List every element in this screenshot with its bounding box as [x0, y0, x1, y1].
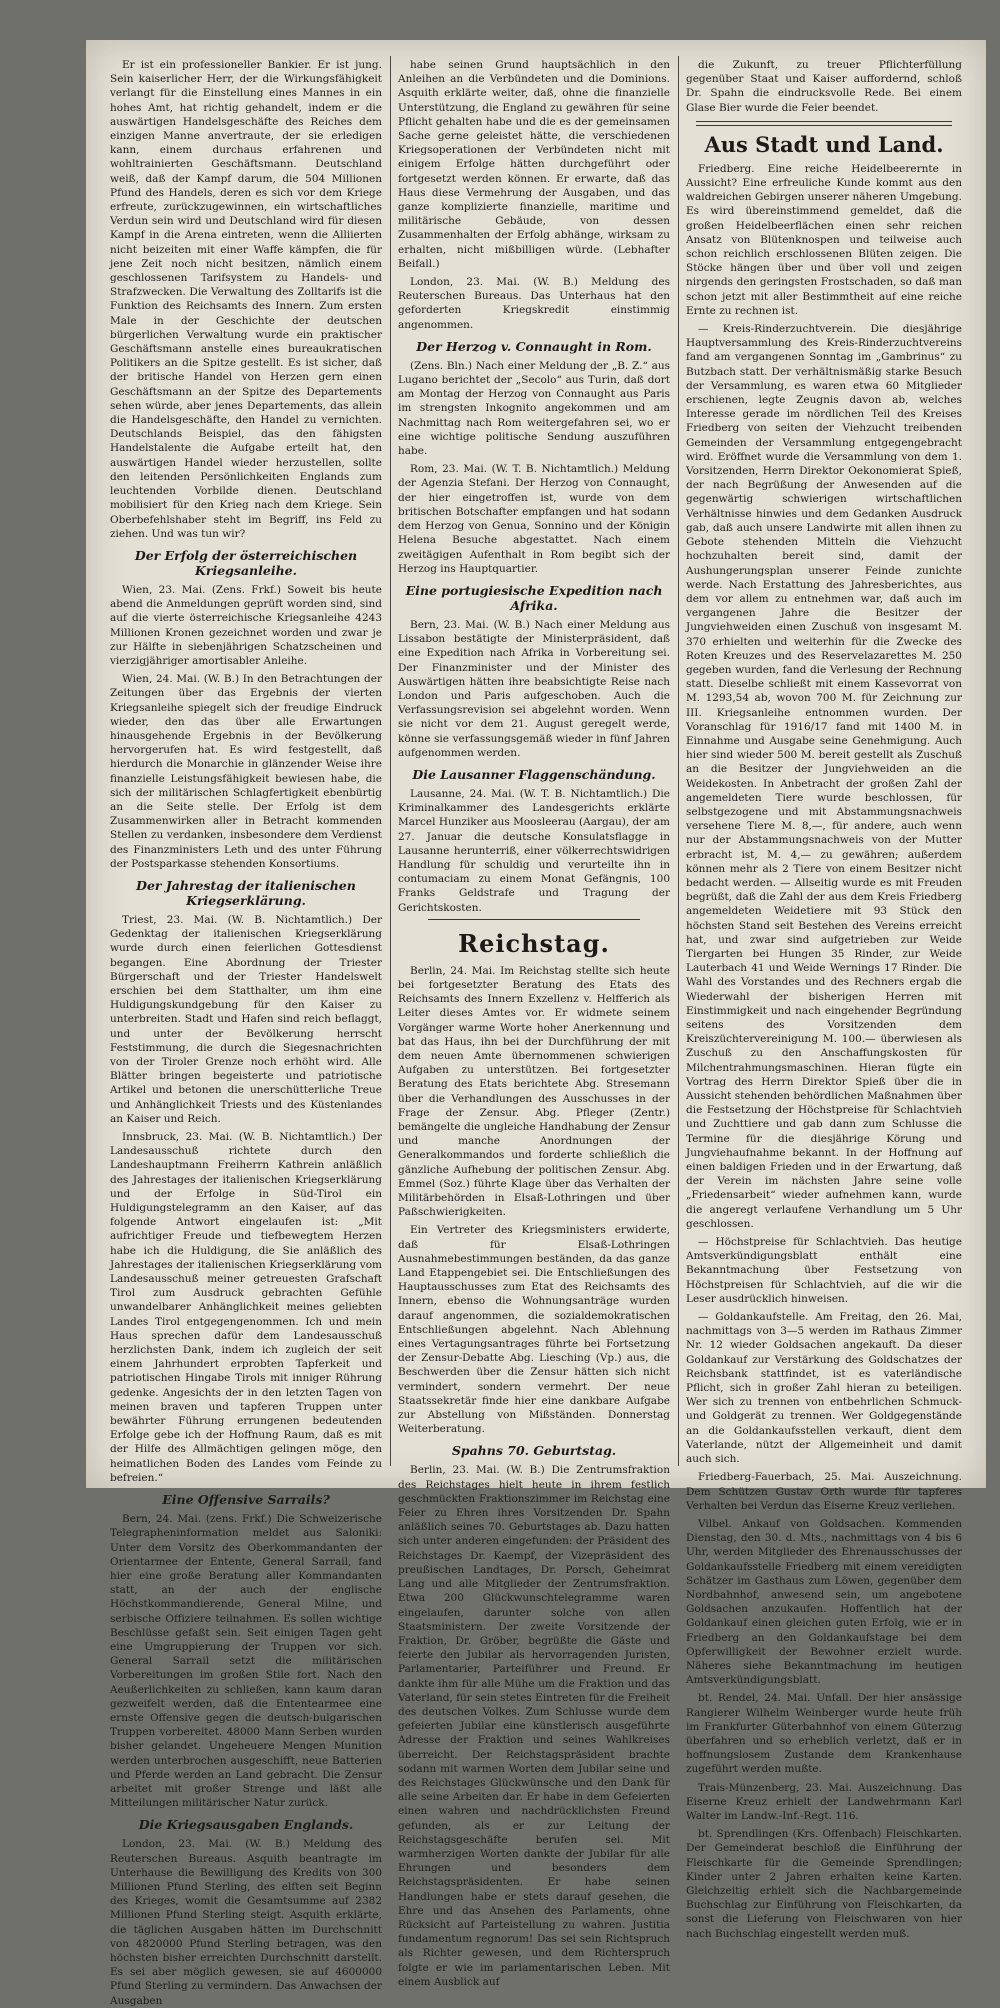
headline-lausanne: Die Lausanner Flaggenschändung. — [412, 766, 656, 782]
article-text: Bern, 23. Mai. (W. B.) Nach einer Meldung aus Lissabon bestätigte der Ministerpräsident, daß eine Expedition nach Afrika in Vorbereitung sei. Der Finanzminister und der Minister des Auswärtigen hätten ihre beabsichtigte Reise nach London und Paris aufgeschoben. Auch die Verfassungsrevision sei abgelehnt worden. Wenn sie nicht vor dem 21. August geregelt werde, könne sie verfassungsgemäß wieder in fünf Jahren aufgenommen werden. — [398, 618, 670, 759]
headline-kriegsausgaben: Die Kriegsausgaben Englands. — [138, 1817, 354, 1833]
column-left — [110, 58, 382, 2007]
column-rule — [678, 56, 679, 1466]
divider — [696, 121, 952, 126]
article-text: — Höchstpreise für Schlachtvieh. Das heutige Amtsverkündigungsblatt enthält eine Bekanntmachung über Festsetzung von Höchstpreisen für Schlachtvieh, auf die wir die Leser ausdrücklich hinweisen. — [686, 1236, 962, 1305]
article-text: Vilbel. Ankauf von Goldsachen. Kommenden Dienstag, den 30. d. Mts., nachmittags von 4 bis 6 Uhr, werden Mitglieder des Ehrenausschusses der Goldankaufsstelle Friedberg mit einem vereidigten Schätzer im Gasthaus zum Löwen, gegenüber dem Nordbahnhof, anwesend sein, um angebotene Goldsachen anzukaufen. Hoffentlich hat der Goldankauf einen gleichen guten Erfolg, wie er in Friedberg an den Goldankaufstage bei dem Opferwilligkeit der Bewohner erzielt wurde. Näheres siehe Bekanntmachung im heutigen Amtsverkündigungsblatt. — [686, 1517, 962, 1687]
article-text: bt. Sprendlingen (Krs. Offenbach) Fleischkarten. Der Gemeinderat beschloß die Einführung der Fleischkarte für die Gemeinde Sprendlingen; Kinder unter 2 Jahren erhalten keine Karten. Gleichzeitig erhielt sich die Nachbargemeinde Buchschlag zur Einführung von Fleischkarten, da sonst die Lieferung von Fleischwaren von hier nach Buchschlag eingestellt werden muß. — [686, 1828, 962, 1940]
article-text: Wien, 24. Mai. (W. B.) In den Betrachtungen der Zeitungen über das Ergebnis der vierten Kriegsanleihe spiegelt sich der freudige Eindruck wieder, den das über alle Erwartungen hinausgehende Ergebnis in der Bevölkerung hervorgerufen hat. Es wird festgestellt, daß hierdurch die Monarchie in glänzender Weise ihre finanzielle Leistungsfähigkeit bewiesen habe, die sich der militärischen Schlagfertigkeit ebenbürtig an die Seite stelle. Der Erfolg ist dem Zusammenwirken aller in Betracht kommenden Stellen zu verdanken, insbesondere dem Verdienst des Finanzministers Leth und des unter Führung der Postsparkasse stehenden Konsortiums. — [110, 673, 382, 870]
column-rule — [390, 56, 391, 1466]
headline-connaught: Der Herzog v. Connaught in Rom. — [416, 338, 652, 354]
article-text: Berlin, 23. Mai. (W. B.) Die Zentrumsfraktion des Reichstages hielt heute in ihrem festlich geschmückten Fraktionszimmer im Reichstag eine Feier zu Ehren ihres Vorsitzenden Dr. Spahn anläßlich seines 70. Geburtstages ab. Dazu hatten sich unter anderen eingefunden: der Präsident des Reichstages Dr. Kaempf, der Vizepräsident des preußischen Landtages, Dr. Porsch, Geheimrat Lang und alle Mitglieder der Zentrumsfraktion. Etwa 200 Glückwunschtelegramme waren eingelaufen, darunter solche von allen Staatsministern. Der zweite Vorsitzende der Fraktion, Dr. Gröber, begrüßte die Gäste und feierte den Jubilar als hervorragenden Juristen, Parlamentarier, Parteiführer und Freund. Er dankte ihm für alle Mühe um die Fraktion und das Vaterland, für sein stetes Eintreten für die Freiheit des deutschen Volkes. Zum Schlusse wurde dem gefeierten Jubilar eine künstlerisch ausgeführte Adresse der Fraktion und seines Wahlkreises überreicht. Der Reichstagspräsident brachte sodann mit warmen Worten dem Jubilar seine und des Reichstages Glückwünsche und den Dank für alle seine Arbeiten dar. Er habe in dem Gefeierten einen wahren und nachdrücklichsten Freund gefunden, als er zur Leitung der Reichstagsgeschäfte berufen sei. Mit warmherzigen Worten dankte der Jubilar für alle Ehrungen und besonders dem Reichstagspräsidenten. Er habe seinen Handlungen habe er stets darauf gesehen, die Ehre und das Ansehen des Parlaments, ohne Rücksicht auf Parteistellung zu wahren. Justitia fundamentum regnorum! Das sei sein Richtspruch als Richter gewesen, und dem Richterspruch folgte er wie im parlamentarischen Leben. Mit einem Ausblick auf — [398, 1464, 670, 1988]
article-text: Friedberg. Eine reiche Heidelbeerernte in Aussicht? Eine erfreuliche Kunde kommt aus den waldreichen Gebirgen unserer näheren Umgebung. Es wird übereinstimmend gemeldet, daß die großen Heidelbeerflächen einen sehr reichen Ansatz von Blütenknospen und teilweise auch schon reichlich erschlossenen Blüten zeigen. Die Stöcke hängen über und über voll und zeigen nirgends den geringsten Frostschaden, so daß man schon jetzt mit aller Bestimmtheit auf eine reiche Ernte zu rechnen ist. — [686, 162, 962, 317]
headline-kriegsanleihe: Der Erfolg der österreichischen Kriegsanleihe. — [134, 547, 358, 578]
article-text: Trais-Münzenberg, 23. Mai. Auszeichnung. Das Eiserne Kreuz erhielt der Landwehrmann Karl Walter im Landw.-Inf.-Regt. 116. — [686, 1781, 962, 1822]
article-text: Rom, 23. Mai. (W. T. B. Nichtamtlich.) Meldung der Agenzia Stefani. Der Herzog von Connaught, der hier eingetroffen ist, wurde von dem britischen Botschafter empfangen und hat sodann dem Herzog von Genua, Sonnino und der Königin Helena Besuche abgestattet. Nach einem zweitägigen Aufenthalt in Rom begibt sich der Herzog ins Hauptquartier. — [398, 463, 670, 575]
article-text: Triest, 23. Mai. (W. B. Nichtamtlich.) Der Gedenktag der italienischen Kriegserklärung wurde durch einen feierlichen Gottesdienst begangen. Eine Abordnung der Triester Bürgerschaft und der Triester Handelswelt erschien bei dem Statthalter, um ihm eine Huldigungskundgebung für den Kaiser zu unterbreiten. Stadt und Hafen sind reich beflaggt, und unter der Bevölkerung herrscht Feststimmung, die durch die Siegesnachrichten von der Tiroler Grenze noch erhöht wird. Alle Blätter bringen begeisterte und patriotische Artikel und betonen die unerschütterliche Treue und Anhänglichkeit Triests und des Küstenlandes an Kaiser und Reich. — [110, 913, 382, 1125]
article-text: Bern, 24. Mai. (zens. Frkf.) Die Schweizerische Telegrapheninformation meldet aus Saloniki: Unter dem Vorsitz des Oberkommandanten der Orientarmee der Entente, General Sarrail, fand hier eine große Beratung aller Kommandanten statt, an der auch der englische Höchstkommandierende, General Milne, und serbische Offiziere teilnahmen. Es sollen wichtige Beschlüsse gefaßt sein. Seit einigen Tagen geht eine Umgruppierung der Truppen vor sich. General Sarrail setzt die militärischen Vorbereitungen im großen Stile fort. Nach den Aeußerlichkeiten zu schließen, kann kaum daran gezweifelt werden, daß die Ententearmee eine ernste Offensive gegen die deutsch-bulgarischen Truppen vorbereitet. 48000 Mann Serben wurden bisher gelandet. Ungeheuere Mengen Munition werden unterbrochen ausgeschifft, neue Batterien und Pferde werden an Land gebracht. Die Zensur arbeitet mit großer Strenge und läßt alle Mitteilungen militärischer Natur zurück. — [110, 1513, 382, 1810]
column-middle — [398, 58, 671, 1988]
article-text: London, 23. Mai. (W. B.) Meldung des Reuterschen Bureaus. Asquith beantragte im Unterhause die Bewilligung des Kredits von 300 Millionen Pfund Sterling, des elften seit Beginn des Krieges, womit die Gesamtsumme auf 2382 Millionen Pfund Sterling steigt. Asquith erklärte, die täglichen Ausgaben hätten im Durchschnitt von 4820000 Pfund Sterling betragen, was den höchsten bisher erreichten Durchschnitt darstellt. Es sei aber möglich gewesen, sie auf 4600000 Pfund Sterling zu vermindern. Das Anwachsen der Ausgaben — [110, 1838, 382, 2007]
section-title-stadt-und-land: Aus Stadt und Land. — [704, 131, 944, 157]
article-text: London, 23. Mai. (W. B.) Meldung des Reuterschen Bureaus. Das Unterhaus hat den geforderten Kriegskredit einstimmig angenommen. — [398, 276, 670, 331]
headline-sarrail: Eine Offensive Sarrails? — [162, 1492, 330, 1508]
article-text: Wien, 23. Mai. (Zens. Frkf.) Soweit bis heute abend die Anmeldungen geprüft worden sind, sind auf die vierte österreichische Kriegsanleihe 4243 Millionen Kronen gezeichnet worden und zwar je zur Hälfte in siebenjährigen Schatzscheinen und vierzigjähriger amortisabler Anleihe. — [110, 583, 382, 667]
newspaper-page — [86, 40, 986, 2007]
headline-reichstag: Reichstag. — [458, 928, 610, 958]
article-text: Er ist ein professioneller Bankier. Er ist jung. Sein kaiserlicher Herr, der die Wirkungsfähigkeit verlangt für die Einstellung eines Mannes in ein hohes Amt, hat richtig gehandelt, indem er die auswärtigen Handelsgeschäfte des Reiches dem einzigen Manne anvertraute, der sie erledigen kann, einem durchaus erfahrenen und wohltrainierten Geschäftsmann. Deutschland weiß, daß der Kampf darum, die 504 Millionen Pfund des Handels, deren es sich vor dem Kriege erfreute, zurückzugewinnen, ein wirtschaftliches Verdun sein wird und Deutschland wird für diesen Kampf in die Arena eintreten, wenn die Alliierten nicht beizeiten mit einer Waffe kämpfen, die für jene Zeit noch nicht besitzen, nämlich einem geschlossenen Tarifsystem zu Handels- und Strafzwecken. Die Verwaltung des Zolltarifs ist die Funktion des Reichsamts des Innern. Zum ersten Male in der Geschichte der deutschen bürgerlichen Verwaltung wurde ein praktischer Geschäftsmann anstelle eines bureaukratischen Politikers an die Spitze gestellt. Es ist sicher, daß der britische Handel von Herzen gern einen Geschäftsmann an der Spitze des Departements sehen würde, aber jenes Departements, das allein die Handelsgeschäfte, den Handel zu vernichten. Deutschlands Beispiel, das den fähigsten Handelstalente die Aufgabe erteilt hat, den auswärtigen Handel wieder herzustellen, sollte den leitenden Persönlichkeiten Englands zum leuchtenden Vorbilde dienen. Deutschland mobilisiert für den Krieg nach dem Kriege. Sein Oberbefehlshaber steht im Begriff, ins Feld zu ziehen. Und was tun wir? — [110, 59, 382, 540]
headline-portugal: Eine portugiesische Expedition nach Afrika. — [405, 582, 663, 613]
article-text: (Zens. Bln.) Nach einer Meldung der „B. Z.“ aus Lugano berichtet der „Secolo“ aus Turin, daß dort am Montag der Herzog von Connaught aus Paris im strengsten Inkognito angekommen und am Nachmittag nach Rom weitergefahren sei, wo er eine wichtige politische Sendung auszuführen habe. — [398, 359, 670, 458]
article-text: Lausanne, 24. Mai. (W. T. B. Nichtamtlich.) Die Kriminalkammer des Landesgerichts erklärte Marcel Hunziker aus Moosleerau (Aargau), der am 27. Januar die deutsche Konsulatsflagge in Lausanne herunterriß, einer völkerrechtswidrigen Handlung für schuldig und verurteilte ihn in contumaciam zu einem Monat Gefängnis, 100 Franks Geldstrafe und Tragung der Gerichtskosten. — [398, 787, 671, 914]
article-text: bt. Rendel, 24. Mai. Unfall. Der hier ansässige Rangierer Wilhelm Weinberger wurde heute früh im Frankfurter Güterbahnhof von einem Güterzug überfahren und so erheblich verletzt, daß er in hoffnungslosem Zustande dem Krankenhause zugeführt werden mußte. — [686, 1692, 962, 1776]
article-text: — Kreis-Rinderzuchtverein. Die diesjährige Hauptversammlung des Kreis-Rinderzuchtvereins fand am vergangenen Sonntag im „Gambrinus“ zu Butzbach statt. Der verhältnismäßig starke Besuch der Versammlung, es waren etwa 60 Mitglieder erschienen, legte Zeugnis davon ab, welches Interesse gerade im nördlichen Teil des Kreises Friedberg von seiten der Viehzucht treibenden Gemeinden der Versammlung entgegengebracht wird. Eröffnet wurde die Versammlung von dem 1. Vorsitzenden, Herrn Direktor Oekonomierat Spieß, der nach Begrüßung der Anwesenden auf die gegenwärtig schwierigen wirtschaftlichen Verhältnisse hinwies und dem Gedanken Ausdruck gab, daß auch unsere Landwirte mit allen ihnen zu Gebote stehenden Mitteln die Viehzucht hochzuhalten bereit sind, damit der Aushungerungsplan unserer Feinde zunichte werde. Nach Erstattung des Jahresberichtes, aus dem vor allem zu entnehmen war, daß auch im vergangenen Jahre die Besitzer der Jungviehweiden einen Zuschuß von insgesamt M. 370 erhielten und weiterhin für die Zwecke des Roten Kreuzes und des Reservelazarettes M. 250 gegeben wurden, fand die Verlesung der Rechnung statt. Dieselbe schließt mit einem Kassevorrat von M. 1293,54 ab, wovon 700 M. für Zeichnung zur III. Kriegsanleihe entnommen wurden. Der Voranschlag für 1916/17 fand mit 1400 M. in Einnahme und Ausgabe seine Genehmigung. Auch hier sind wieder 500 M. bereit gestellt als Zuschuß an die Besitzer der Jungviehweiden an die Weidekosten. In Anbetracht der großen Zahl der angemeldeten Tiere wurde beschlossen, für selbstgezogene und mit Abstammungsnachweis versehene Tiere M. 8,—, für andere, auch wenn nur der Abstammungsnachweis von der Mutter erbracht ist, M. 4,— zu gewähren; außerdem können mehr als 2 Tiere von einem Besitzer nicht bedacht werden. — Allseitig wurde es mit Freuden begrüßt, daß die Zahl der aus dem Kreis Friedberg angemeldeten Weidetiere mit 93 Stück den höchsten Stand seit Bestehen des Vereins erreicht hat, und zwar sind aufgetrieben zur Weide Tiergarten bei Hungen 35 Rinder, zur Weide Lauterbach 41 und Weide Wernings 17 Rinder. Die Wahl des Vorstandes und des Rechners ergab die Wiederwahl der bisherigen Herren mit Einstimmigkeit und nach eingehender Begründung seitens des Vorsitzenden dem Kreiszüchtervereinigung M. 100.— überwiesen als Zuschuß zu den Anschaffungskosten für Milchentrahmungsmaschinen. Hieran fügte ein Vortrag des Herrn Direktor Spieß über die in Aussicht stehenden behördlichen Maßnahmen über die Festsetzung der Höchstpreise für Schlachtvieh und Zuchttiere und gab dann zum Schlusse die Termine für die diesjährige Körung und Jungviehaufnahme bekannt. In der Hoffnung auf einen baldigen Frieden und in der Erwartung, daß der Verein im nächsten Jahre seine volle „Friedensarbeit“ wieder aufnehmen kann, wurde die angeregt verlaufene Verhandlung um 5 Uhr geschlossen. — [686, 323, 962, 1230]
article-text: habe seinen Grund hauptsächlich in den Anleihen an die Verbündeten und die Dominions. Asquith erklärte weiter, daß, ohne die finanzielle Unterstützung, die England zu gewähren für seine Pflicht gehalten habe und die es der gemeinsamen Sache gerne geleistet hätte, die verschiedenen Kriegsoperationen der Verbündeten nicht mit einigem Erfolge hätten durchgeführt oder fortgesetzt werden können. Er erwarte, daß das Haus diese Vermehrung der Ausgaben, und das ganze komplizierte finanzielle, maritime und militärische Gebäude, von dessen Zusammenhalten der Erfolg abhänge, wirksam zu erhalten, nicht mißbilligen würde. (Lebhafter Beifall.) — [398, 59, 670, 270]
headline-jahrestag: Der Jahrestag der italienischen Kriegserklärung. — [136, 877, 356, 908]
article-text: — Goldankaufstelle. Am Freitag, den 26. Mai, nachmittags von 3—5 werden im Rathaus Zimmer Nr. 12 wieder Goldsachen angekauft. Da dieser Goldankauf zur Verstärkung des Goldschatzes der Reichsbank stattfindet, ist es vaterländische Pflicht, sich in großer Zahl hieran zu beteiligen. Wer sich zu trennen von entbehrlichen Schmuck- und Goldgerät zu trennen. Wer Goldgegenstände an die Goldankaufsstellen verkauft, dient dem Vaterlande, nützt der Allgemeinheit und damit auch sich. — [686, 1311, 962, 1466]
article-text: Innsbruck, 23. Mai. (W. B. Nichtamtlich.) Der Landesausschuß richtete durch den Landeshauptmann Freiherrn Kathrein anläßlich des Jahrestages der italienischen Kriegserklärung und der Erfolge in Süd-Tirol ein Huldigungstelegramm an den Kaiser, auf das folgende Antwort eingelaufen ist: „Mit aufrichtiger Freude und tiefbewegtem Herzen habe ich die Huldigung, die Sie anläßlich des Jahrestages der italienischen Kriegserklärung vom Landesausschuß meiner getreuesten Grafschaft Tirol zum Ausdruck gebrachten Gefühle unwandelbarer Anhänglichkeit meines geliebten Landes Tirol entgegengenommen. Ich und mein Haus sprechen dafür dem Landesausschuß herzlichsten Dank, indem ich zugleich der seit einem Jahrhundert erprobten Tapferkeit und patriotischen Hingabe Tirols mit inniger Rührung gedenke. Angesichts der in den letzten Tagen von meinen braven und tapferen Truppen unter bewährter Führung errungenen bedeutenden Erfolge gebe ich der Hoffnung Raum, daß es mit der Hilfe des Allmächtigen gelingen möge, den heimatlichen Boden des Landes vom Feinde zu befreien.“ — [110, 1131, 382, 1484]
article-text: Ein Vertreter des Kriegsministers erwiderte, daß für Elsaß-Lothringen Ausnahmebestimmungen beständen, da das ganze Land Etappengebiet sei. Die Entschließungen des Hauptausschusses zum Etat des Reichsamts des Innern, ebenso die Wohnungsanträge wurden darauf angenommen, die sozialdemokratischen Entschließungen abgelehnt. Nach Ablehnung eines Vertagungsantrages führte bei Fortsetzung der Zensur-Debatte Abg. Liesching (Vp.) aus, die Beschwerden über die Zensur hätten sich nicht vermindert, sondern vermehrt. Der neue Staatssekretär finde hier eine dankbare Aufgabe zur Abstellung von Mißständen. Donnerstag Weiterberatung. — [398, 1224, 670, 1436]
headline-spahn: Spahns 70. Geburtstag. — [451, 1443, 617, 1459]
divider — [428, 919, 640, 920]
article-text: die Zukunft, zu treuer Pflichterfüllung gegenüber Staat und Kaiser auffordernd, schloß Dr. Spahn die eindrucksvolle Rede. Bei einem Glase Bier wurde die Feier beendet. — [686, 59, 962, 114]
column-right — [686, 58, 962, 1940]
article-text: Berlin, 24. Mai. Im Reichstag stellte sich heute bei fortgesetzter Beratung des Etats des Reichsamts des Innern Exzellenz v. Helfferich als Leiter dieses Amtes vor. Er widmete seinem Vorgänger warme Worte hoher Anerkennung und bat das Haus, ihn bei der Durchführung der mit dem neuen Amte übernommenen schwierigen Aufgaben zu unterstützen. Bei fortgesetzter Beratung des Etats berichtete Abg. Stresemann über die Verhandlungen des Ausschusses in der Frage der Zensur. Abg. Pfleger (Zentr.) bemängelte die ungleiche Handhabung der Zensur und manche Anordnungen der Generalkommandos und forderte schließlich die gänzliche Aufhebung der politischen Zensur. Abg. Emmel (Soz.) führte Klage über das Verhalten der Militärbehörden in Elsaß-Lothringen und über Paßschwierigkeiten. — [398, 964, 670, 1219]
article-text: Friedberg-Fauerbach, 25. Mai. Auszeichnung. Dem Schützen Gustav Orth wurde für tapferes Verhalten bei Verdun das Eiserne Kreuz verliehen. — [686, 1471, 962, 1512]
